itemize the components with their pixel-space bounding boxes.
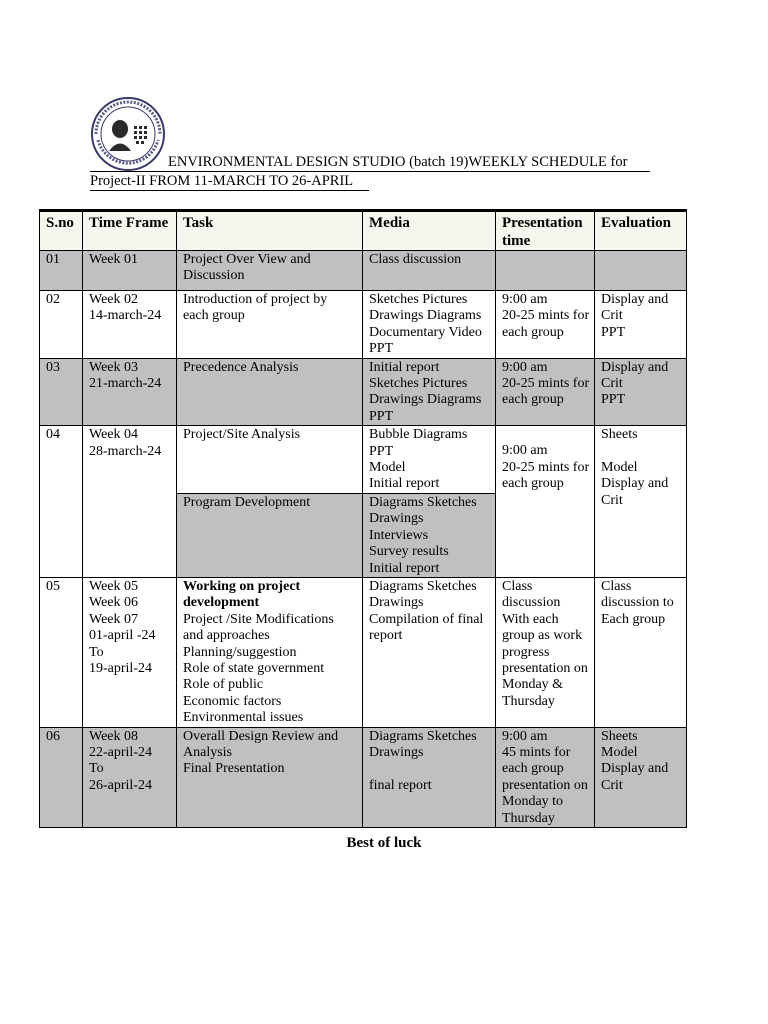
table-header-row [40,211,687,251]
table-row [40,426,687,494]
cell-line: Survey results [369,544,449,560]
cell-presentation [496,426,595,578]
header-sno: S.no [40,211,83,251]
cell-line: Precedence Analysis [183,359,299,375]
cell-line: Display and [601,761,669,777]
cell-line: With each [502,611,559,627]
cell-time-frame [83,577,177,727]
cell-media [363,727,496,827]
cell-sno: 01 [40,251,83,291]
cell-time-frame [83,358,177,426]
cell-line: Interviews [369,527,429,543]
cell-task [177,291,363,359]
cell-line: Initial report [369,359,440,375]
cell-line: 22-april-24 [89,744,152,760]
cell-line: Crit [601,777,623,793]
cell-line: Initial report [369,560,440,576]
cell-task [177,577,363,727]
title-line-1: ENVIRONMENTAL DESIGN STUDIO (batch 19)WEEKLY SCHEDULE for [90,153,650,172]
cell-line: Program Development [183,494,311,510]
task-items [183,612,356,727]
cell-presentation [496,577,595,727]
cell-line: Environmental issues [183,710,304,726]
cell-line: presentation on [502,777,588,793]
cell-evaluation [595,727,687,827]
cell-task [177,426,363,494]
cell-line: Diagrams Sketches [369,494,477,510]
cell-task [177,493,363,577]
cell-line: Week 01 [89,252,139,267]
cell-line: Sketches Pictures [369,292,468,307]
cell-presentation [496,358,595,426]
cell-line: Class [502,578,533,594]
cell-line: 21-march-24 [89,376,162,392]
cell-line: 19-april-24 [89,660,152,676]
cell-line: Drawings [369,595,424,611]
cell-sno: 03 [40,358,83,426]
cell-media [363,493,496,577]
cell-line: Crit [601,308,623,324]
cell-line: Week 08 [89,728,139,744]
weekly-schedule-table [39,209,687,828]
cell-line: 45 mints for [502,744,571,760]
cell-line: each group [502,392,564,408]
cell-line: Monday to [502,794,564,810]
cell-line: Sheets [601,728,638,744]
cell-media [363,358,496,426]
cell-line: Introduction of project by [183,292,328,307]
cell-line: Sheets [601,427,638,443]
cell-line: group as work [502,628,583,644]
cell-line: Model [601,744,638,760]
document-title [90,153,690,191]
cell-line: Diagrams Sketches [369,578,477,594]
table-row [40,577,687,727]
cell-line: 20-25 mints for [502,459,590,475]
cell-media [363,291,496,359]
cell-line: PPT [369,408,394,424]
cell-time-frame [83,251,177,291]
table-row [40,291,687,359]
cell-line: 20-25 mints for [502,376,590,392]
cell-line: Thursday [502,693,555,709]
header-evaluation: Evaluation [595,211,687,251]
cell-line: Class [601,578,632,594]
cell-line: Week 03 [89,359,139,375]
cell-line: each group [183,308,245,324]
blank-line [369,761,489,777]
cell-sno: 04 [40,426,83,578]
header-presentation-time: Presentation time [496,211,595,251]
cell-line: Drawings Diagrams [369,392,482,408]
header-task: Task [177,211,363,251]
cell-media [363,577,496,727]
cell-line: Role of state government [183,660,325,676]
cell-line: and approaches [183,628,270,644]
cell-line: PPT [369,341,394,357]
cell-line: presentation on [502,660,588,676]
cell-line: Week 07 [89,611,139,627]
cell-line: Overall Design Review and [183,728,339,744]
cell-line: Model [369,460,406,476]
header-media: Media [363,211,496,251]
cell-evaluation [595,426,687,578]
cell-line: 20-25 mints for [502,308,590,324]
cell-evaluation [595,291,687,359]
cell-time-frame [83,426,177,578]
cell-line: 26-april-24 [89,777,152,793]
cell-line: Crit [601,376,623,392]
title-line-2: Project-II FROM 11-MARCH TO 26-APRIL [90,172,369,191]
cell-line: Initial report [369,476,440,492]
cell-line: 9:00 am [502,443,548,459]
cell-line: Monday & [502,677,564,693]
cell-presentation [496,291,595,359]
cell-line: each group [502,476,564,492]
cell-line: 9:00 am [502,292,548,307]
cell-line: final report [369,777,432,793]
closing-note: Best of luck [346,835,422,851]
cell-line: Crit [601,492,623,508]
cell-line: Week 02 [89,292,139,307]
cell-line: Drawings [369,744,424,760]
cell-line: Display and [601,476,669,492]
cell-line: Week 05 [89,578,139,594]
cell-line: Planning/suggestion [183,644,297,660]
cell-line: Thursday [502,810,555,826]
cell-line: Week 04 [89,427,139,443]
cell-line: Final Presentation [183,761,285,777]
cell-line: Documentary Video [369,324,482,340]
cell-line: Diagrams Sketches [369,728,477,744]
cell-line: To [89,761,104,777]
cell-line: Week 06 [89,595,139,611]
cell-line: development [183,595,260,611]
cell-presentation [496,727,595,827]
cell-line: 14-march-24 [89,308,162,324]
cell-evaluation [595,358,687,426]
cell-line: discussion to [601,595,674,611]
cell-line: Analysis [183,744,232,760]
cell-line: Working on project [183,578,301,594]
cell-line: Project Over View and [183,252,311,267]
cell-sno: 06 [40,727,83,827]
table-row [40,251,687,291]
cell-time-frame [83,291,177,359]
cell-line: discussion [502,595,561,611]
cell-line: 01-april -24 [89,628,156,644]
cell-line: Project/Site Analysis [183,427,301,443]
cell-sno: 02 [40,291,83,359]
cell-line: PPT [369,443,394,459]
cell-line: To [89,644,104,660]
cell-line: Project /Site Modifications [183,611,334,627]
cell-line: PPT [601,392,626,408]
cell-presentation [496,251,595,291]
cell-line: Role of public [183,677,264,693]
cell-line: Drawings Diagrams [369,308,482,324]
cell-line: each group [502,761,564,777]
cell-line: report [369,628,403,644]
cell-line: 9:00 am [502,728,548,744]
cell-line: 9:00 am [502,359,548,375]
schedule-table-wrapper [39,209,687,828]
cell-line: Drawings [369,511,424,527]
cell-line: Bubble Diagrams [369,427,468,443]
cell-line: Display and [601,359,669,375]
cell-line: Sketches Pictures [369,376,468,392]
cell-line: Discussion [183,268,245,284]
cell-media [363,251,496,291]
table-row [40,358,687,426]
cell-sno: 05 [40,577,83,727]
cell-line: Economic factors [183,693,282,709]
cell-line: 28-march-24 [89,443,162,459]
cell-task [177,727,363,827]
cell-line: Each group [601,611,666,627]
cell-line: Display and [601,292,669,307]
cell-line: progress [502,644,550,660]
table-row [40,727,687,827]
cell-line: each group [502,324,564,340]
cell-line: Class discussion [369,252,462,267]
cell-line: Compilation of final [369,611,484,627]
cell-line: PPT [601,324,626,340]
cell-evaluation [595,577,687,727]
cell-task [177,251,363,291]
cell-time-frame [83,727,177,827]
cell-evaluation [595,251,687,291]
cell-task [177,358,363,426]
header-time-frame: Time Frame [83,211,177,251]
task-heading [183,579,356,612]
cell-media [363,426,496,494]
cell-line: Model [601,460,638,476]
blank-line [601,444,680,460]
